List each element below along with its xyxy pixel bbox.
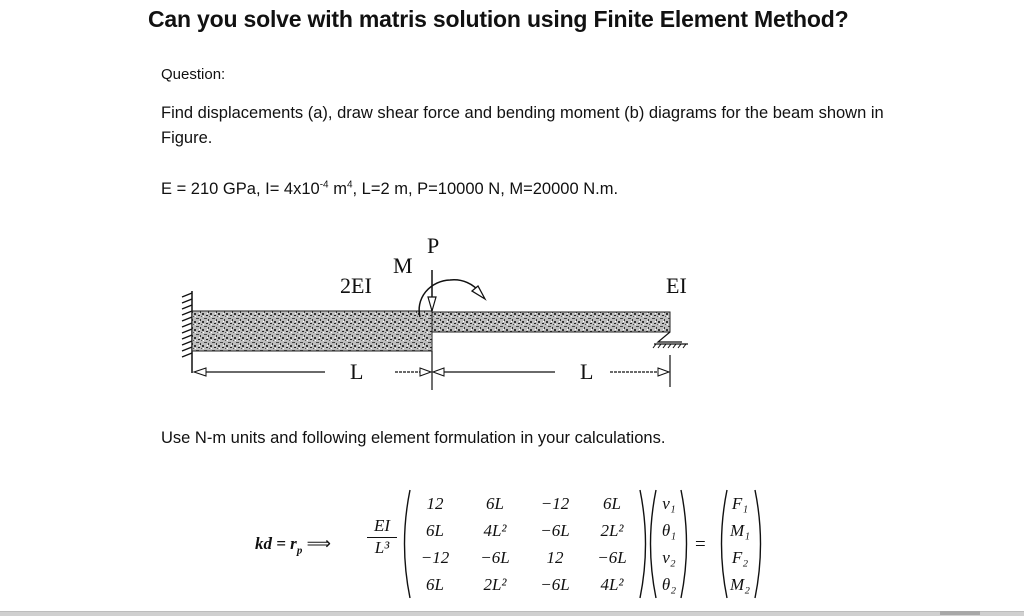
pin-support-icon — [653, 332, 688, 348]
horizontal-scrollbar[interactable] — [0, 611, 1024, 616]
equation-lhs: kd = $r_p$ ⟹ — [255, 534, 331, 557]
beam-segment-2ei — [192, 311, 432, 351]
length-label-right: L — [580, 359, 594, 384]
scrollbar-thumb[interactable] — [940, 611, 980, 615]
stiffness-label-left: 2EI — [340, 273, 372, 298]
stiffness-matrix: 12 6L −12 6L 6L 4L² −6L 2L² −12 −6L 12 −6L 6L 2L² −6L 4L² — [420, 494, 627, 594]
stiffness-factor: $\frac{EI}{\text{L³}}$ — [367, 516, 397, 558]
given-parameters: E = 210 GPa, $I= 4x10^{-4}$ $m^4$, L=2 m, P=10000 N, M=20000 N.m. — [161, 179, 619, 198]
page-title: Can you solve with matris solution using Finite Element Method? — [148, 6, 849, 32]
instructions-text: Use N-m units and following element formulation in your calculations. — [161, 429, 666, 447]
length-label-left: L — [350, 359, 364, 384]
question-text: Find displacements (a), draw shear force and bending moment (b) diagrams for the beam shown in Figure. — [161, 104, 884, 147]
displacement-vector: ν₁ θ₁ ν₂ θ₂ — [661, 494, 677, 594]
moment-label: M — [393, 253, 413, 278]
load-arrow-icon — [428, 270, 436, 311]
stiffness-label-right: EI — [666, 273, 687, 298]
fixed-support-icon — [182, 291, 192, 373]
question-label: Question: — [161, 66, 226, 83]
beam-figure — [170, 225, 870, 395]
load-label: P — [427, 233, 440, 258]
beam-segment-ei — [432, 312, 670, 332]
force-vector: F₁ M₁ F₂ M₂ — [729, 494, 751, 594]
